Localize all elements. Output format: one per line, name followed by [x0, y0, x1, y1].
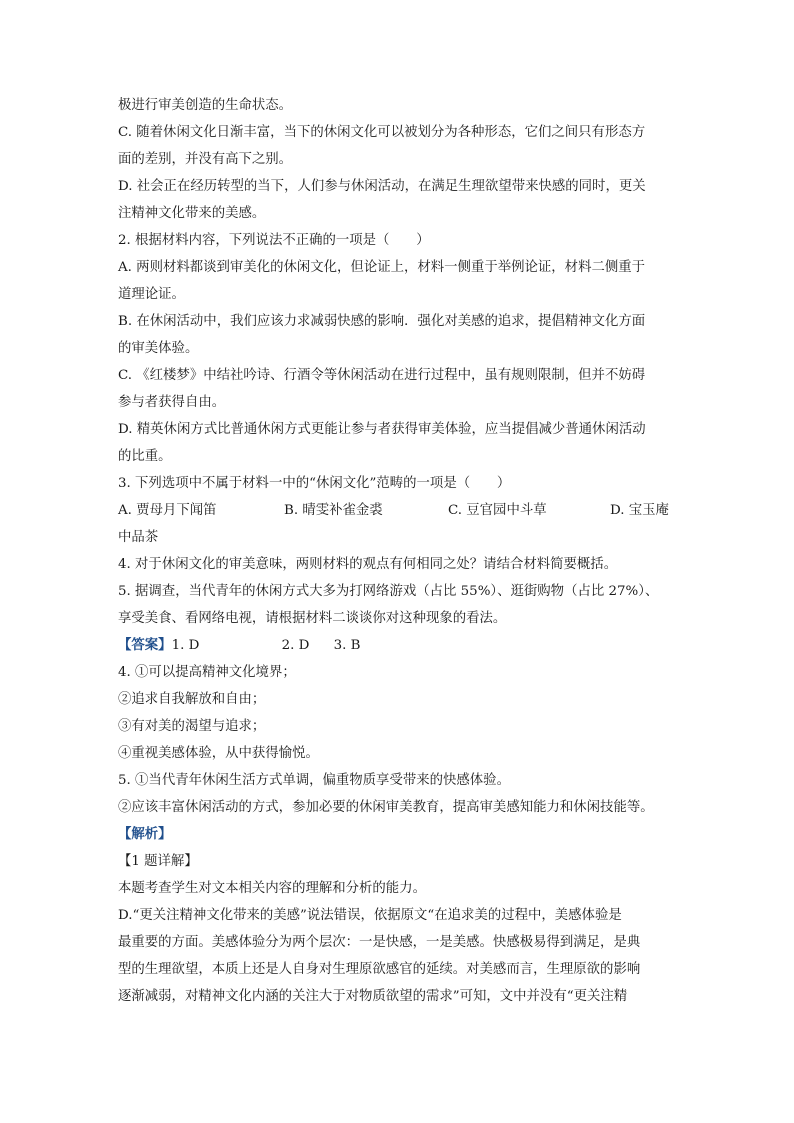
answer-row: [118, 632, 698, 659]
text-line: 道理论证。: [118, 287, 185, 302]
text-line: ②应该丰富休闲活动的方式，参加必要的休闲审美教育，提高审美感知能力和休闲技能等。: [118, 800, 654, 815]
question-4: 4. 对于休闲文化的审美意味，两则材料的观点有何相同之处？请结合材料简要概括。: [118, 557, 618, 572]
text-line: C. 《红楼梦》中结社吟诗、行酒令等休闲活动在进行过程中，虽有规则限制，但并不妨碍: [118, 368, 646, 383]
question-5: 5. 据调查，当代青年的休闲方式大多为打网络游戏（占比 55%）、逛街购物（占比 27%）、: [118, 584, 659, 599]
answer-2: 2. D: [281, 638, 310, 653]
text-line: ③有对美的渴望与追求；: [118, 719, 266, 734]
text-line: 5. ①当代青年休闲生活方式单调，偏重物质享受带来的快感体验。: [118, 773, 510, 788]
option-c: C. 豆官园中斗草: [448, 503, 547, 518]
analysis-tag: 【解析】: [118, 826, 172, 842]
text-line: D. 社会正在经历转型的当下，人们参与休闲活动，在满足生理欲望带来快感的同时，更关: [118, 179, 646, 194]
text-line: D.“更关注精神文化带来的美感”说法错误，依据原文“在追求美的过程中，美感体验是: [118, 908, 622, 923]
text-line: B. 在休闲活动中，我们应该力求减弱快感的影响．强化对美感的追求，提倡精神文化方面: [118, 314, 646, 329]
text-line: 本题考查学生对文本相关内容的理解和分析的能力。: [118, 881, 426, 896]
text-line: 面的差别，并没有高下之别。: [118, 152, 293, 167]
answer-tag: 【答案】: [118, 637, 172, 653]
text-line: 参与者获得自由。: [118, 395, 226, 410]
answer-1: 1. D: [171, 638, 200, 653]
text-line: C. 随着休闲文化日渐丰富，当下的休闲文化可以被划分为各种形态，它们之间只有形态方: [118, 125, 646, 140]
text-line: 4. ①可以提高精神文化境界；: [118, 665, 296, 680]
text-line: 最重要的方面。美感体验分为两个层次：一是快感，一是美感。快感极易得到满足，是典: [118, 935, 641, 950]
text-line: 的比重。: [118, 449, 172, 464]
question-2: 2. 根据材料内容，下列说法不正确的一项是（ ）: [118, 233, 430, 248]
text-line: A. 两则材料都谈到审美化的休闲文化，但论证上，材料一侧重于举例论证，材料二侧重于: [118, 260, 646, 275]
text-line: 极进行审美创造的生命状态。: [118, 98, 293, 113]
text-line: 中品茶: [118, 530, 159, 545]
question-3: 3. 下列选项中不属于材料一中的“休闲文化”范畴的一项是（ ）: [118, 476, 511, 491]
document-body: [118, 92, 698, 1010]
text-line: 注精神文化带来的美感。: [118, 206, 266, 221]
option-a: A. 贾母月下闻笛: [118, 503, 217, 518]
text-line: 逐渐减弱，对精神文化内涵的关注大于对物质欲望的需求”可知，文中并没有“更关注精: [118, 989, 628, 1004]
text-line: 享受美食、看网络电视，请根据材料二谈谈你对这种现象的看法。: [118, 611, 507, 626]
option-b: B. 晴雯补雀金裘: [284, 503, 383, 518]
text-line: D. 精英休闲方式比普通休闲方式更能让参与者获得审美体验，应当提倡减少普通休闲活动: [118, 422, 646, 437]
text-line: 的审美体验。: [118, 341, 199, 356]
text-line: ④重视美感体验，从中获得愉悦。: [118, 746, 319, 761]
option-d: D. 宝玉庵: [610, 503, 669, 518]
question-3-options: [118, 497, 698, 524]
text-line: 型的生理欲望，本质上还是人自身对生理原欲感官的延续。对美感而言，生理原欲的影响: [118, 962, 641, 977]
answer-3: 3. B: [333, 638, 361, 653]
text-line: ②追求自我解放和自由；: [118, 692, 266, 707]
detail-tag: 【1 题详解】: [118, 854, 198, 869]
